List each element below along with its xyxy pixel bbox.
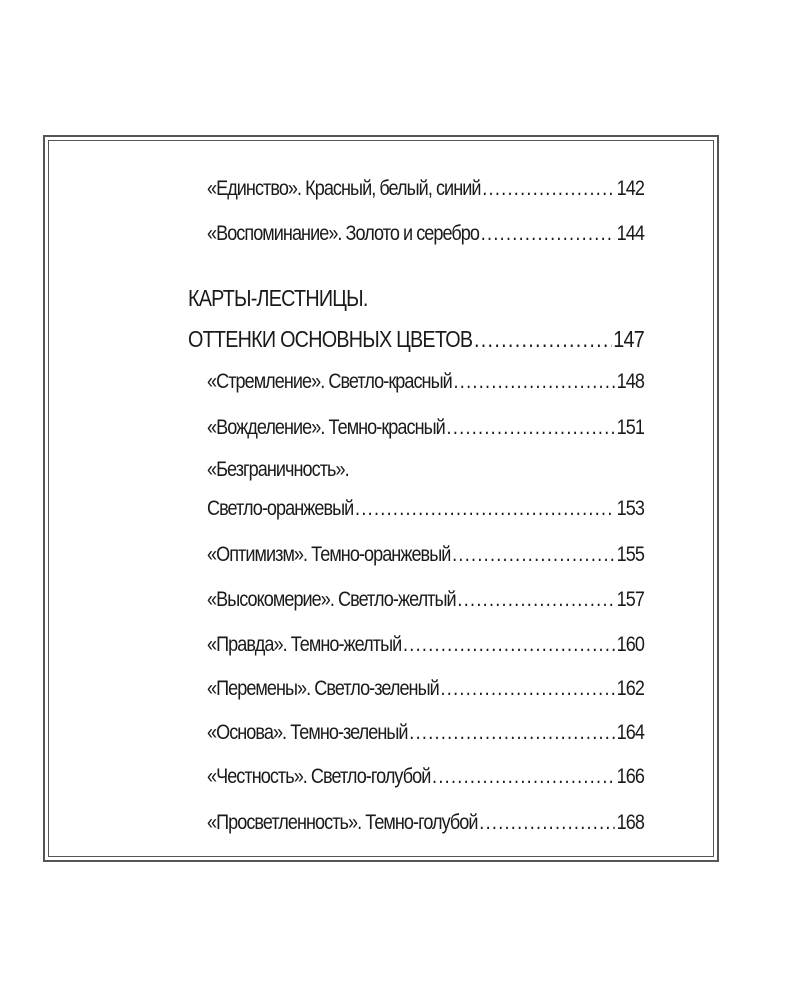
toc-entry-title: «Оптимизм». Темно-оранжевый bbox=[207, 543, 451, 566]
toc-entry bbox=[207, 677, 644, 701]
section-heading-page: 147 bbox=[613, 326, 644, 352]
toc-leader-dots bbox=[474, 326, 612, 353]
toc-entry bbox=[207, 497, 644, 521]
toc-entry bbox=[207, 370, 644, 394]
toc-entry-title: «Стремление». Светло-красный bbox=[207, 370, 452, 393]
toc-leader-dots bbox=[452, 543, 615, 567]
toc-entry-page: 166 bbox=[616, 765, 644, 788]
toc-entry-page: 155 bbox=[616, 543, 644, 566]
toc-leader-dots bbox=[355, 497, 615, 521]
toc-entry-title-line1: «Безграничность». bbox=[207, 458, 349, 481]
toc-entry-page: 160 bbox=[616, 633, 644, 656]
toc-leader-dots bbox=[479, 811, 615, 835]
toc-entry-title: «Просветленность». Темно-голубой bbox=[207, 811, 478, 834]
toc-entry bbox=[207, 222, 644, 246]
toc-leader-dots bbox=[432, 765, 615, 789]
toc-entry bbox=[207, 416, 644, 440]
toc-entry-page: 157 bbox=[616, 588, 644, 611]
toc-entry-title: «Честность». Светло-голубой bbox=[207, 765, 431, 788]
toc-entry bbox=[207, 721, 644, 745]
toc-entry-title: «Перемены». Светло-зеленый bbox=[207, 677, 439, 700]
toc-entry-page: 151 bbox=[616, 416, 644, 439]
table-of-contents bbox=[45, 137, 717, 860]
toc-leader-dots bbox=[409, 721, 615, 745]
toc-entry bbox=[207, 588, 644, 612]
toc-leader-dots bbox=[453, 370, 614, 394]
toc-leader-dots bbox=[403, 633, 615, 657]
toc-entry-title: Светло-оранжевый bbox=[207, 497, 354, 520]
toc-entry-page: 148 bbox=[616, 370, 644, 393]
toc-entry bbox=[207, 543, 644, 567]
section-heading-title: ОТТЕНКИ ОСНОВНЫХ ЦВЕТОВ bbox=[188, 326, 473, 352]
toc-entry-title: «Воспоминание». Золото и серебро bbox=[207, 222, 480, 245]
toc-leader-dots bbox=[447, 416, 615, 440]
toc-entry bbox=[207, 811, 644, 835]
toc-entry-page: 162 bbox=[616, 677, 644, 700]
toc-entry-page: 142 bbox=[616, 177, 644, 200]
toc-entry-page: 164 bbox=[616, 721, 644, 744]
toc-entry-title: «Основа». Темно-зеленый bbox=[207, 721, 408, 744]
toc-entry-title: «Единство». Красный, белый, синий bbox=[207, 177, 481, 200]
toc-entry-title: «Правда». Темно-желтый bbox=[207, 633, 402, 656]
toc-entry-page: 168 bbox=[616, 811, 644, 834]
section-heading: КАРТЫ-ЛЕСТНИЦЫ. bbox=[188, 285, 368, 311]
toc-entry-page: 144 bbox=[616, 222, 644, 245]
toc-entry bbox=[207, 633, 644, 657]
toc-leader-dots bbox=[482, 177, 615, 201]
section-heading-entry bbox=[188, 326, 644, 353]
toc-leader-dots bbox=[481, 222, 615, 246]
toc-entry bbox=[207, 765, 644, 789]
toc-entry-page: 153 bbox=[616, 497, 644, 520]
toc-frame bbox=[43, 135, 719, 862]
toc-entry-title: «Высокомерие». Светло-желтый bbox=[207, 588, 456, 611]
toc-entry bbox=[207, 177, 644, 201]
toc-entry-title: «Вожделение». Темно-красный bbox=[207, 416, 445, 439]
toc-leader-dots bbox=[457, 588, 615, 612]
toc-leader-dots bbox=[440, 677, 614, 701]
